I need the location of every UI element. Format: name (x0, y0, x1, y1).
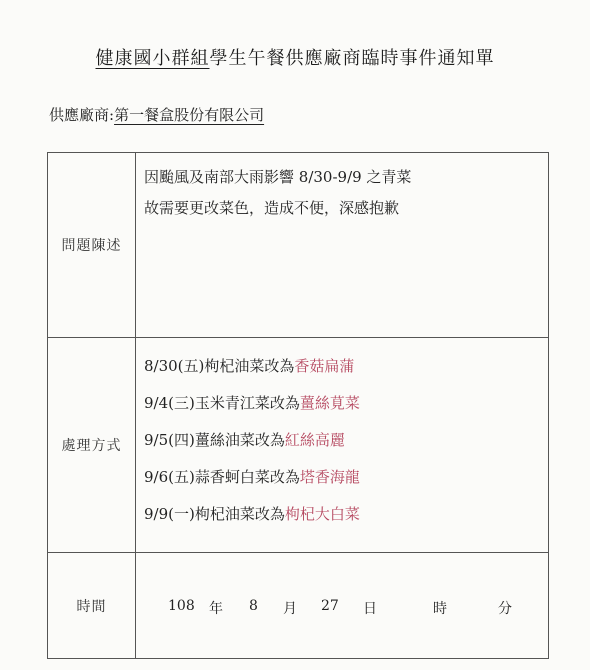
time-hour-unit: 時 (433, 601, 447, 617)
menu-change-original: 9/4(三)玉米青江菜改為 (144, 394, 300, 412)
handling-label: 處理方式 (48, 338, 136, 553)
menu-change-original: 9/5(四)薑絲油菜改為 (144, 431, 285, 449)
menu-change-replacement: 枸杞大白菜 (284, 505, 360, 523)
menu-change-item (144, 385, 548, 422)
page-title (0, 44, 590, 70)
problem-cell (136, 153, 549, 338)
time-day-unit: 日 (363, 601, 377, 617)
vendor-line (49, 104, 264, 125)
notice-table (47, 152, 549, 659)
time-row (48, 553, 549, 659)
time-month-unit: 月 (283, 601, 297, 617)
menu-change-item (144, 496, 548, 533)
problem-line: 故需要更改菜色，造成不便，深感抱歉 (144, 199, 400, 217)
menu-change-item (144, 422, 548, 459)
problem-label: 問題陳述 (48, 153, 136, 338)
menu-change-item (144, 459, 548, 496)
time-label: 時間 (48, 553, 136, 659)
vendor-label: 供應廠商: (49, 106, 115, 124)
menu-change-replacement: 香菇扁蒲 (294, 357, 355, 375)
time-day: 27 (321, 598, 339, 614)
time-cell (136, 553, 549, 659)
time-year-unit: 年 (209, 601, 223, 617)
time-month: 8 (249, 598, 258, 614)
title-rest: 學生午餐供應廠商臨時事件通知單 (209, 48, 495, 69)
menu-change-replacement: 塔香海龍 (299, 468, 360, 486)
handling-row (48, 338, 549, 553)
menu-change-replacement: 薑絲莧菜 (299, 394, 360, 412)
handling-cell (136, 338, 549, 553)
problem-line: 因颱風及南部大雨影響 8/30-9/9 之青菜 (144, 168, 412, 186)
vendor-name: 第一餐盒股份有限公司 (114, 106, 265, 124)
menu-change-original: 8/30(五)枸杞油菜改為 (144, 357, 295, 375)
time-year: 108 (168, 598, 195, 614)
time-minute-unit: 分 (498, 601, 512, 617)
title-group-name: 健康國小群組 (95, 48, 210, 69)
menu-change-replacement: 紅絲高麗 (284, 431, 345, 449)
menu-change-original: 9/6(五)蒜香蚵白菜改為 (144, 468, 300, 486)
menu-change-item (144, 348, 548, 385)
menu-change-original: 9/9(一)枸杞油菜改為 (144, 505, 285, 523)
problem-row (48, 153, 549, 338)
